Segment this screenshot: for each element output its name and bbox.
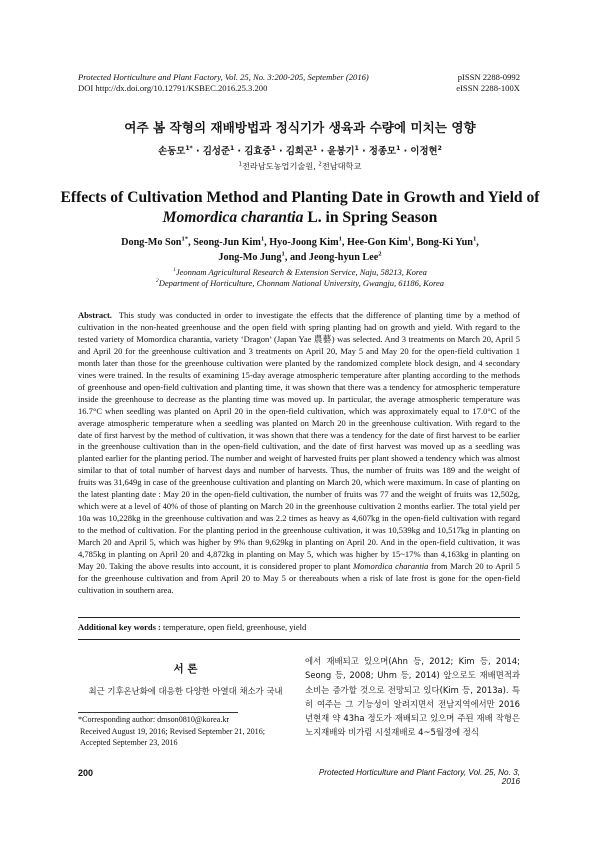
keywords-label: Additional key words : xyxy=(78,622,161,632)
intro-left-text: 최근 기후온난화에 대응한 다양한 아열대 채소가 국내 xyxy=(88,686,283,696)
pissn: pISSN 2288-0992 xyxy=(457,72,520,82)
authors-korean xyxy=(0,143,600,157)
keywords-bottom-rule xyxy=(78,639,520,640)
affiliations-korean: $^1$전라남도농업기술원, $^2$전남대학교 xyxy=(238,161,362,171)
keywords-text: temperature, open field, greenhouse, yield xyxy=(163,622,307,632)
authors-english xyxy=(0,236,600,265)
author-kr-mark: 1 xyxy=(396,144,401,152)
author-en-name: Bong-Ki Yun xyxy=(416,237,473,248)
author-separator: · xyxy=(275,146,286,157)
author-en-name: Hyo-Joong Kim xyxy=(269,237,339,248)
affiliation-kr-1: 전라남도농업기술원 xyxy=(242,161,314,171)
author-en-mark: 1 xyxy=(281,250,285,258)
authors-english-line-1 xyxy=(0,236,600,251)
author-kr-name: 윤봉기 xyxy=(327,146,355,157)
received-dates: Received August 19, 2016; Revised September 21, 2016; xyxy=(80,726,266,736)
title-english-line-2-rest: L. in Spring Season xyxy=(303,209,438,226)
author-kr-name: 이정현 xyxy=(410,146,438,157)
accepted-date: Accepted September 23, 2016 xyxy=(80,738,178,747)
corresponding-author: *Corresponding author: dmson0810@korea.kr xyxy=(78,715,230,724)
author-kr-mark: 1 xyxy=(313,144,318,152)
species-name: Momordica charantia xyxy=(162,209,304,226)
author-separator: , xyxy=(476,237,479,248)
author-kr-name: 김성준 xyxy=(202,146,231,157)
title-english xyxy=(0,188,600,228)
author-separator: , and xyxy=(284,251,309,263)
keywords xyxy=(78,622,306,632)
author-kr-name: 정종모 xyxy=(368,146,397,157)
title-english-line-2 xyxy=(0,208,600,228)
authors-english-line-2 xyxy=(0,251,600,266)
author-kr-mark: 1 xyxy=(230,144,235,152)
author-en-mark: 2 xyxy=(378,250,382,258)
affiliation-en-2: Department of Horticulture, Chonnam National University, Gwangju, 61186, Korea xyxy=(158,278,445,288)
affiliations-english: $^1$Jeonnam Agricultural Research & Extension Service, Naju, 58213, Korea $^2$Department of Horticulture, Chonnam National University, Gwangju, 61186, Korea xyxy=(155,267,445,288)
author-kr-mark: 1* xyxy=(185,144,193,152)
author-kr-name: 손동모 xyxy=(158,146,186,157)
author-separator: · xyxy=(358,146,369,157)
page-number: 200 xyxy=(78,768,94,778)
doi[interactable]: DOI http://dx.doi.org/10.12791/KSBEC.2016.25.3.200 xyxy=(78,83,268,93)
abstract-species: Momordica charantia xyxy=(352,561,429,572)
author-en-name: Jong-Mo Jung xyxy=(218,251,282,263)
author-en-mark: 1* xyxy=(181,235,189,243)
author-en-mark: 1 xyxy=(407,235,412,243)
author-kr-mark: 1 xyxy=(271,144,276,152)
author-separator: , xyxy=(341,237,347,248)
abstract-end: from March 20 to April 5 for the greenhouse cultivation and from April 20 to May 5 or thereabouts when a risk of late frost is gone for the open-field cultivation in southern area. xyxy=(78,561,520,595)
affiliation-en-1: Jeonnam Agricultural Research & Extension Service, Naju, 58213, Korea xyxy=(175,267,427,277)
author-separator: · xyxy=(234,146,245,157)
footnotes xyxy=(78,714,265,749)
author-kr-name: 김희곤 xyxy=(285,146,314,157)
author-en-mark: 1 xyxy=(338,235,342,243)
intro-right-text xyxy=(305,654,520,740)
footer-journal-info: Protected Horticulture and Plant Factory, Vol. 25, No. 3, 2016 xyxy=(318,768,520,786)
journal-citation: Protected Horticulture and Plant Factory, Vol. 25, No. 3:200-205, September (2016) xyxy=(78,72,369,82)
author-en-mark: 1 xyxy=(260,235,265,243)
author-kr-name: 김효중 xyxy=(244,146,272,157)
author-en-name: Hee-Gon Kim xyxy=(347,237,408,248)
title-korean: 여주 봄 작형의 재배방법과 정식기가 생육과 수량에 미치는 영향 xyxy=(124,120,476,135)
author-separator: , xyxy=(264,237,270,248)
affiliation-kr-2: 전남대학교 xyxy=(321,161,362,171)
author-en-name: Jeong-hyun Lee xyxy=(308,251,379,263)
eissn: eISSN 2288-100X xyxy=(456,83,520,93)
intro-right-paragraph: 에서 재배되고 있으며(Ahn 등, 2012; Kim 등, 2014; Seong 등, 2008; Uhm 등, 2014) 앞으로도 재배면적과 소비는 증가할 것으로 전망되고 있다(Kim 등, 2013a). 특히 여주는 그 기능성이 알려지면서 전남지역에서만 2016년현재 약 43ha 정도가 재배되고 있으며 주된 재배 작형은 노지재배와 비가림 시설재배로 4~5월경에 정식 xyxy=(305,656,520,738)
title-english-line-1: Effects of Cultivation Method and Planting Date in Growth and Yield of xyxy=(60,189,540,206)
author-separator: · xyxy=(192,146,203,157)
section-title-introduction: 서 론 xyxy=(173,663,198,675)
author-kr-mark: 1 xyxy=(354,144,359,152)
author-en-name: Dong-Mo Son xyxy=(121,237,182,248)
author-separator: , xyxy=(411,237,417,248)
author-separator: · xyxy=(317,146,328,157)
author-en-name: Seong-Jun Kim xyxy=(193,237,261,248)
abstract xyxy=(78,310,520,597)
footnote-rule xyxy=(78,712,238,713)
abstract-label: Abstract. xyxy=(78,310,112,320)
author-kr-mark: 2 xyxy=(437,144,442,152)
author-separator: · xyxy=(400,146,411,157)
abstract-text: This study was conducted in order to investigate the effects that the difference of planting time by a method of cultivation in the non-heated greenhouse and the open field with spring planting had on growth and yield. With regard to the tested variety of Momordica charantia, variety ‘Dragon’ (Japan Yae 農藝) was selected. And 3 treatments on March 20, April 5 and April 20 for the greenhouse cultivation and 3 treatments on April 20, May 5 and May 20 for the open-field cultivation 1 month later than those for the greenhouse cultivation were planted by the randomized complete block design, and 4 secondary vines were trained. In the results of examining 15-day average atmospheric temperature after planting according to the methods of greenhouse and open-field cultivation and planting time, it was shown that there was a tendency for atmospheric temperature inside the greenhouse to decrease as the planting time was moved up. In particular, the average atmospheric temperature was 16.7°C when seedling was planted on April 20 in the open-field cultivation, which was approximately equal to 17.0°C of the average atmospheric temperature when a seedling was planted on March 20 in the greenhouse cultivation. With regard to the date of first harvest by the method of cultivation, it was shown that there was a tendency for the date of first harvest to be earlier in the greenhouse cultivation than in the open-field cultivation, and the date of first harvest was moved up as a seedling was planted earlier for the planting period. The number and weight of harvested fruits per plant showed a tendency which was almost similar to that of total number of harvest days and number of harvests. Thus, the number of fruits was 189 and the weight of fruits was 31,649g in case of the greenhouse cultivation and planting on March 20, which were maximum. In case of planting on the latest planting date : May 20 in the open-field cultivation, the number of fruits was 77 and the weight of fruits was 12,502g, which were at a level of 40% of those of planting on March 20 in the greenhouse cultivation 2 months earlier. The total yield per 10a was 10,228kg in the greenhouse cultivation and was 2.2 times as heavy as 4,607kg in the open-field cultivation with regard to the method of cultivation. For the planting period in the greenhouse cultivation, it was 10,539kg and 10,517kg in planting on March 20 and April 5, which was higher by 9% than 9,629kg in planting on April 20. And in the open-field cultivation, it was 4,785kg in planting on April 20 and 4,872kg in planting on May 5, which was higher by 15~17% than 4,163kg in planting on May 20. Taking the above results into account, it is considered proper to plant xyxy=(78,310,520,572)
author-separator: , xyxy=(188,237,194,248)
keywords-top-rule xyxy=(78,617,520,618)
author-en-mark: 1 xyxy=(472,235,477,243)
